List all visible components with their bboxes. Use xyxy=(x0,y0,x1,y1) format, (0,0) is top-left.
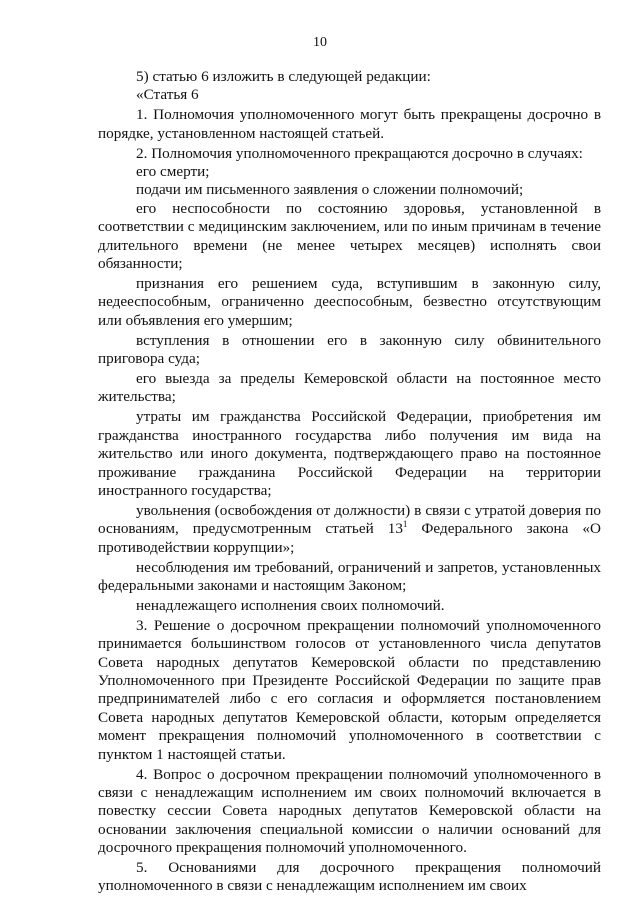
list-item: его неспособности по состоянию здоровья, установленной в соответствии с медицинским заключением, или по иным причинам в течение длительного времени (не менее четырех месяцев) исполнять свои обязанности; xyxy=(98,199,601,273)
list-item: вступления в отношении его в законную силу обвинительного приговора суда; xyxy=(98,331,601,368)
paragraph: 4. Вопрос о досрочном прекращении полномочий уполномоченного в связи с ненадлежащим исполнением им своих полномочий включается в повестку сессии Совета народных депутатов Кемеровской области на основании заключения специальной комиссии о наличии оснований для досрочного прекращения полномочий уполномоченного. xyxy=(98,765,601,857)
list-item: его смерти; xyxy=(136,163,210,181)
list-item: ненадлежащего исполнения своих полномочий. xyxy=(136,596,445,614)
list-item: утраты им гражданства Российской Федерации, приобретения им гражданства иностранного государства либо получения им вида на жительство или иного документа, подтверждающего право на постоянное проживание гражданина Российской Федерации на территории иностранного государства; xyxy=(98,408,601,499)
page-number: 10 xyxy=(313,35,327,50)
list-item: подачи им письменного заявления о сложении полномочий; xyxy=(136,181,524,199)
list-item: несоблюдения им требований, ограничений и запретов, установленных федеральными законами и настоящим Законом; xyxy=(98,558,601,594)
document-body xyxy=(98,68,601,896)
paragraph: 1. Полномочия уполномоченного могут быть прекращены досрочно в порядке, установленном настоящей статьей. xyxy=(98,106,601,142)
article-heading: «Статья 6 xyxy=(136,86,199,104)
paragraph: 3. Решение о досрочном прекращении полномочий уполномоченного принимается большинством голосов от установленного числа депутатов Совета народных депутатов Кемеровской области по представлению Уполномоченного при Президенте Российской Федерации по защите прав предпринимателей либо с его согласия и оформляется постановлением Совета народных депутатов Кемеровской области, которым определяется момент прекращения полномочий уполномоченного в соответствии с пунктом 1 настоящей статьи. xyxy=(98,616,601,763)
list-item: признания его решением суда, вступившим в законную силу, недееспособным, ограниченно дееспособным, безвестно отсутствующим или объявления его умершим; xyxy=(98,274,601,329)
paragraph: 5. Основаниями для досрочного прекращения полномочий уполномоченного в связи с ненадлежащим исполнением им своих xyxy=(98,859,601,895)
list-item xyxy=(98,502,601,557)
superscript: 1 xyxy=(402,519,408,530)
list-item-text: Федерального закона «О противодействии коррупции»; xyxy=(98,520,601,556)
list-item-text: увольнения (освобождения от должности) в связи с утратой доверия по основаниям, предусмотренным статьей 13 xyxy=(98,501,601,538)
paragraph: 2. Полномочия уполномоченного прекращаются досрочно в случаях: xyxy=(136,144,583,162)
list-item: его выезда за пределы Кемеровской области на постоянное место жительства; xyxy=(98,370,601,406)
paragraph: 5) статью 6 изложить в следующей редакции: xyxy=(136,68,431,85)
